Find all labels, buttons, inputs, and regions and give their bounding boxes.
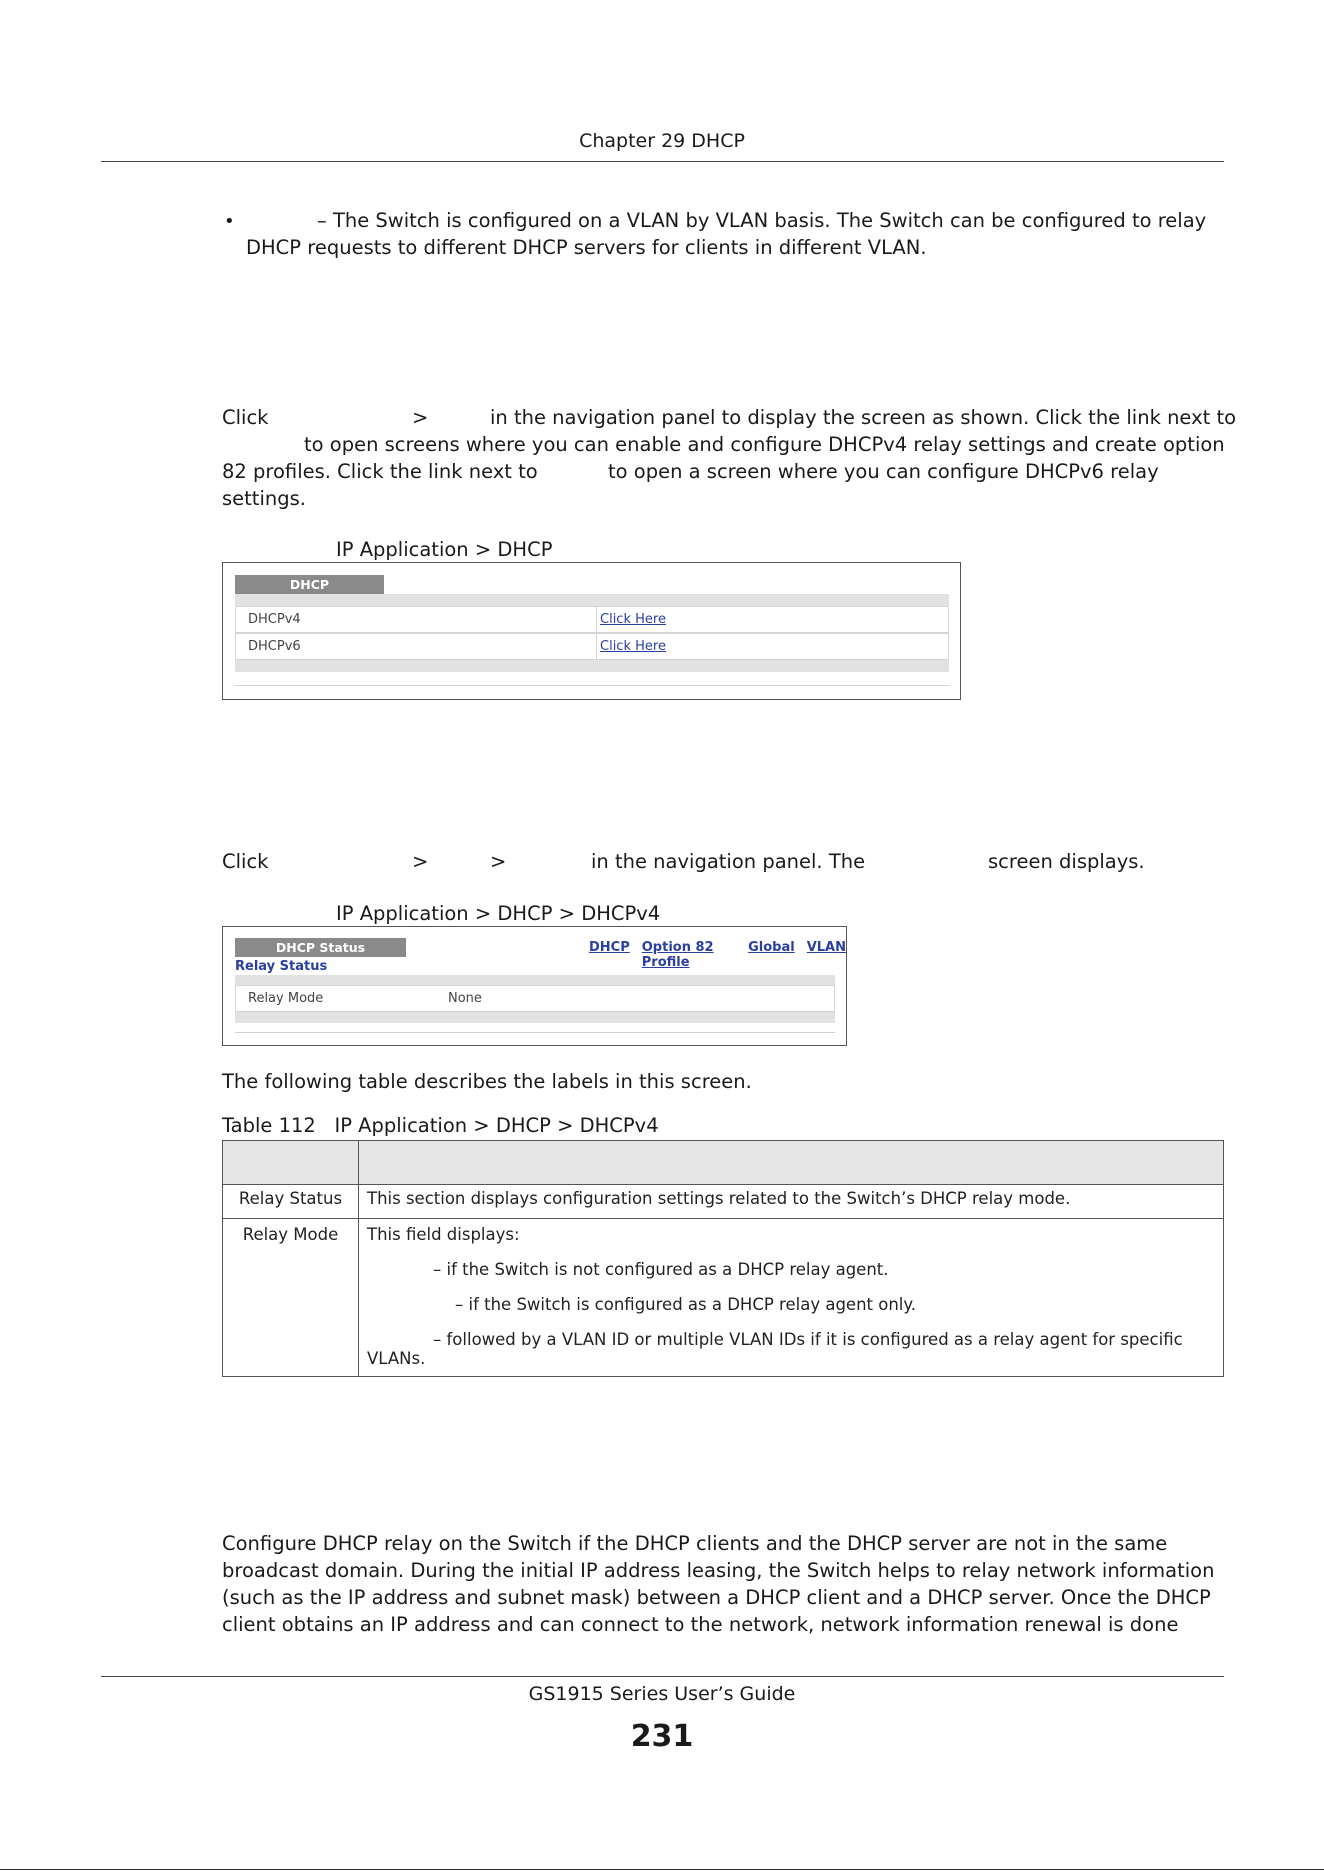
bullet-dot: • (224, 211, 235, 232)
relay-mode-desc-none: – if the Switch is not configured as a DHCP relay agent. (433, 1260, 889, 1279)
table-caption: Table 112 IP Application > DHCP > DHCPv4 (222, 1114, 659, 1137)
bullet-line-2: DHCP requests to different DHCP servers for clients in different VLAN. (246, 236, 927, 259)
dhcpv6-row (235, 633, 949, 660)
bottom-edge-line (0, 1869, 1324, 1870)
para3-line1: Configure DHCP relay on the Switch if the DHCP clients and the DHCP server are not in the same (222, 1532, 1168, 1555)
relay-mode-desc-vlan: – followed by a VLAN ID or multiple VLAN IDs if it is configured as a relay agent for specific (433, 1330, 1183, 1349)
row-label-relay-status: Relay Status (223, 1185, 359, 1219)
dhcp-bottom-line (235, 685, 949, 686)
para3-line3: (such as the IP address and subnet mask) between a DHCP client and a DHCP server. Once the DHCP (222, 1586, 1211, 1609)
relay-mode-label: Relay Mode (248, 991, 324, 1006)
relay-mode-desc-global: – if the Switch is configured as a DHCP relay agent only. (455, 1295, 917, 1314)
relay-bottom-line (235, 1032, 835, 1033)
labels-table (222, 1140, 1224, 1377)
row-divider (596, 634, 597, 659)
para1-line2: to open screens where you can enable and configure DHCPv4 relay settings and create option (304, 433, 1225, 456)
dhcp-status-nav (589, 940, 846, 970)
para1-line3a: 82 profiles. Click the link next to (222, 460, 538, 483)
header-label-cell (223, 1141, 359, 1185)
row-divider (596, 607, 597, 632)
para1-gt: > (412, 406, 429, 429)
para1-line1: in the navigation panel to display the screen as shown. Click the link next to (490, 406, 1237, 429)
para2-mid: in the navigation panel. The (591, 850, 866, 873)
figure-caption-dhcpv4: IP Application > DHCP > DHCPv4 (336, 902, 661, 925)
guide-title: GS1915 Series User’s Guide (528, 1683, 796, 1705)
nav-link-dhcp[interactable]: DHCP (589, 940, 630, 955)
para2-click: Click (222, 850, 269, 873)
dhcpv4-click-here-link[interactable]: Click Here (600, 612, 666, 627)
header-rule (101, 161, 1224, 162)
footer-rule (101, 1676, 1224, 1677)
para2-gt2: > (490, 850, 507, 873)
row-label-relay-mode: Relay Mode (223, 1219, 359, 1377)
row-desc-relay-mode (359, 1219, 1224, 1377)
chapter-title: Chapter 29 DHCP (579, 130, 745, 152)
relay-mode-value: None (448, 991, 482, 1006)
para1-line4: settings. (222, 487, 306, 510)
table-row (223, 1219, 1224, 1377)
relay-panel (235, 975, 835, 1023)
para2-gt1: > (412, 850, 429, 873)
para3-line4: client obtains an IP address and can connect to the network, network information renewal is done (222, 1613, 1179, 1636)
table-intro: The following table describes the labels in this screen. (222, 1070, 752, 1093)
table-row (223, 1185, 1224, 1219)
header-desc-cell (359, 1141, 1224, 1185)
nav-link-global[interactable]: Global (748, 940, 795, 955)
relay-mode-desc-vlan-cont: VLANs. (367, 1349, 426, 1368)
relay-status-heading: Relay Status (235, 959, 328, 974)
row-desc-relay-status: This section displays configuration settings related to the Switch’s DHCP relay mode. (359, 1185, 1224, 1219)
bullet-line-1: – The Switch is configured on a VLAN by VLAN basis. The Switch can be configured to relay (317, 209, 1207, 232)
dhcp-status-tab: DHCP Status (235, 938, 406, 957)
relay-mode-row (235, 985, 835, 1012)
figure-caption-dhcp: IP Application > DHCP (336, 538, 553, 561)
dhcp-tab: DHCP (235, 575, 384, 594)
dhcp-status-screen (222, 926, 847, 1046)
para2-end: screen displays. (988, 850, 1145, 873)
dhcpv6-click-here-link[interactable]: Click Here (600, 639, 666, 654)
page-number: 231 (630, 1719, 694, 1754)
table-header-row (223, 1141, 1224, 1185)
dhcpv6-label: DHCPv6 (248, 639, 301, 654)
dhcpv4-row (235, 606, 949, 633)
para3-line2: broadcast domain. During the initial IP address leasing, the Switch helps to relay network information (222, 1559, 1215, 1582)
nav-link-option-82-profile[interactable]: Option 82 Profile (641, 940, 714, 970)
dhcp-panel (235, 594, 949, 672)
para1-click: Click (222, 406, 269, 429)
nav-link-vlan[interactable]: VLAN (806, 940, 846, 955)
relay-mode-desc-intro: This field displays: (367, 1225, 520, 1244)
dhcpv4-label: DHCPv4 (248, 612, 301, 627)
dhcp-screen (222, 562, 961, 700)
para1-line3b: to open a screen where you can configure DHCPv6 relay (608, 460, 1159, 483)
